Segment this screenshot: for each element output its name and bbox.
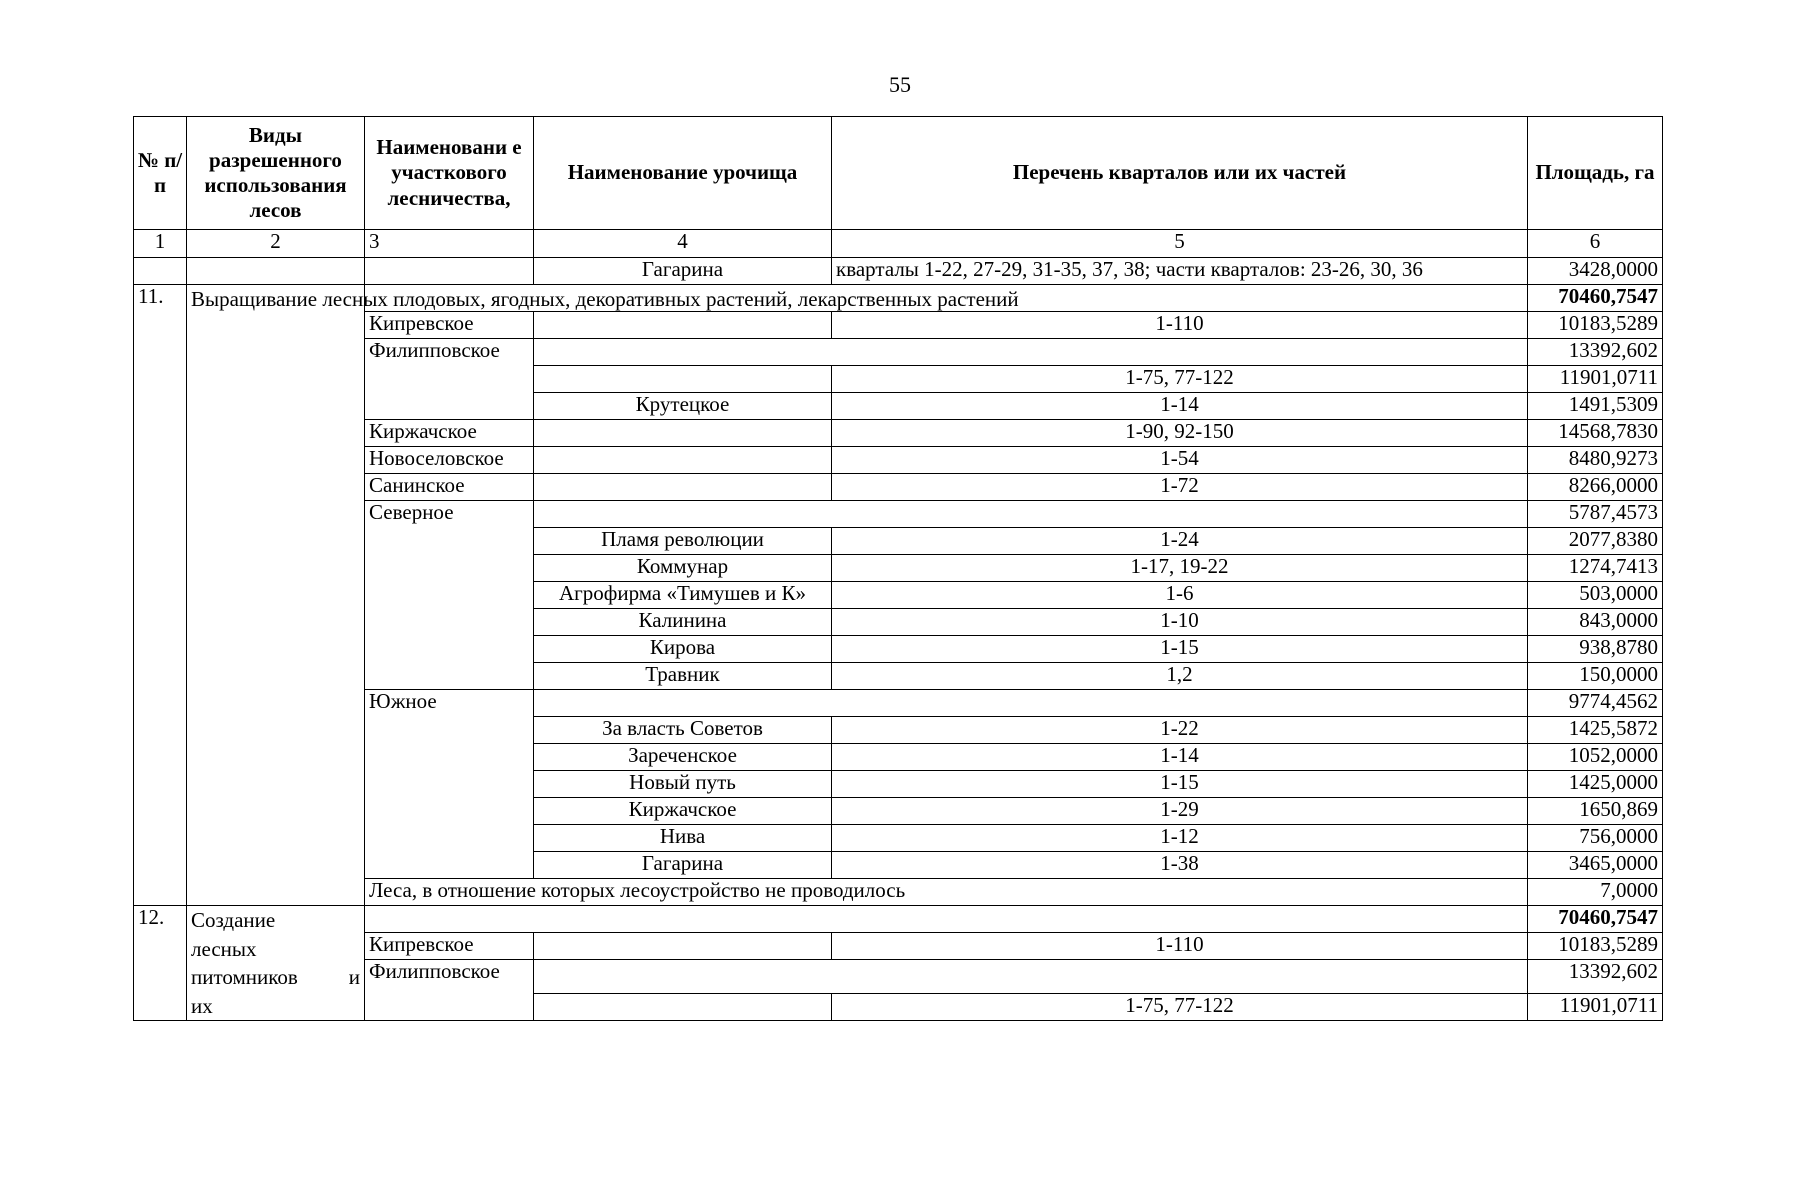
area-cell: 503,0000 bbox=[1528, 582, 1663, 609]
area-cell: 3465,0000 bbox=[1528, 852, 1663, 879]
tract-cell: Агрофирма «Тимушев и К» bbox=[534, 582, 832, 609]
area-cell: 10183,5289 bbox=[1528, 312, 1663, 339]
quarters-cell: 1,2 bbox=[832, 663, 1528, 690]
header-forestry: Наименовани е участкового лесничества, bbox=[365, 117, 534, 230]
tract-cell: Коммунар bbox=[534, 555, 832, 582]
quarters-cell: 1-110 bbox=[832, 312, 1528, 339]
area-cell: 1650,869 bbox=[1528, 798, 1663, 825]
tract-cell: Новый путь bbox=[534, 771, 832, 798]
quarters-cell: 1-110 bbox=[832, 933, 1528, 960]
quarters-cell: 1-24 bbox=[832, 528, 1528, 555]
column-number: 4 bbox=[534, 230, 832, 258]
area-cell: 9774,4562 bbox=[1528, 690, 1663, 717]
area-total-cell: 70460,7547 bbox=[1528, 285, 1663, 312]
quarters-cell: 1-54 bbox=[832, 447, 1528, 474]
section-number: 12. bbox=[134, 906, 187, 1021]
quarters-cell: 1-72 bbox=[832, 474, 1528, 501]
header-row bbox=[134, 117, 1663, 230]
use-type-cell bbox=[187, 906, 365, 1021]
area-cell: 10183,5289 bbox=[1528, 933, 1663, 960]
area-cell: 13392,602 bbox=[1528, 339, 1663, 366]
column-number: 2 bbox=[187, 230, 365, 258]
area-cell: 2077,8380 bbox=[1528, 528, 1663, 555]
area-total-cell: 70460,7547 bbox=[1528, 906, 1663, 933]
tract-cell: Зареченское bbox=[534, 744, 832, 771]
forestry-cell: Санинское bbox=[365, 474, 534, 501]
quarters-cell: 1-22 bbox=[832, 717, 1528, 744]
use-type-line: питомников и bbox=[191, 965, 360, 990]
area-cell: 11901,0711 bbox=[1528, 366, 1663, 393]
tract-cell: Травник bbox=[534, 663, 832, 690]
table-row bbox=[134, 258, 1663, 285]
column-number: 6 bbox=[1528, 230, 1663, 258]
tract-cell: Крутецкое bbox=[534, 393, 832, 420]
quarters-cell: 1-29 bbox=[832, 798, 1528, 825]
quarters-cell: 1-75, 77-122 bbox=[832, 994, 1528, 1021]
quarters-cell: 1-15 bbox=[832, 771, 1528, 798]
header-number: № п/п bbox=[134, 117, 187, 230]
quarters-cell: 1-75, 77-122 bbox=[832, 366, 1528, 393]
area-cell: 8480,9273 bbox=[1528, 447, 1663, 474]
tract-cell: Калинина bbox=[534, 609, 832, 636]
quarters-cell: 1-12 bbox=[832, 825, 1528, 852]
area-cell: 14568,7830 bbox=[1528, 420, 1663, 447]
forestry-cell: Филипповское bbox=[365, 339, 534, 420]
unmanaged-forests-cell: Леса, в отношение которых лесоустройство не проводилось bbox=[365, 879, 1528, 906]
area-cell: 11901,0711 bbox=[1528, 994, 1663, 1021]
header-use-type: Виды разрешенного использования лесов bbox=[187, 117, 365, 230]
tract-cell: За власть Советов bbox=[534, 717, 832, 744]
forestry-cell: Новоселовское bbox=[365, 447, 534, 474]
area-cell: 5787,4573 bbox=[1528, 501, 1663, 528]
use-type-cell: Выращивание лесных плодовых, ягодных, декоративных растений, лекарственных растений bbox=[187, 285, 365, 906]
forestry-cell: Кипревское bbox=[365, 312, 534, 339]
forest-use-table bbox=[133, 116, 1663, 1021]
area-cell: 1425,0000 bbox=[1528, 771, 1663, 798]
tract-cell: Кирова bbox=[534, 636, 832, 663]
area-cell: 756,0000 bbox=[1528, 825, 1663, 852]
section-11-total-row bbox=[134, 285, 1663, 312]
column-number: 5 bbox=[832, 230, 1528, 258]
section-number: 11. bbox=[134, 285, 187, 906]
area-cell: 1425,5872 bbox=[1528, 717, 1663, 744]
quarters-cell: 1-10 bbox=[832, 609, 1528, 636]
area-cell: 1052,0000 bbox=[1528, 744, 1663, 771]
column-number: 3 bbox=[365, 230, 534, 258]
quarters-cell: 1-14 bbox=[832, 744, 1528, 771]
tract-cell: Киржачское bbox=[534, 798, 832, 825]
area-cell: 3428,0000 bbox=[1528, 258, 1663, 285]
quarters-cell: 1-14 bbox=[832, 393, 1528, 420]
area-cell: 1274,7413 bbox=[1528, 555, 1663, 582]
header-quarters: Перечень кварталов или их частей bbox=[832, 117, 1528, 230]
tract-cell: Нива bbox=[534, 825, 832, 852]
area-cell: 1491,5309 bbox=[1528, 393, 1663, 420]
area-cell: 8266,0000 bbox=[1528, 474, 1663, 501]
tract-cell: Пламя революции bbox=[534, 528, 832, 555]
quarters-cell: 1-6 bbox=[832, 582, 1528, 609]
column-number: 1 bbox=[134, 230, 187, 258]
use-type-line: Создание bbox=[191, 908, 276, 932]
tract-cell: Гагарина bbox=[534, 258, 832, 285]
forestry-cell: Киржачское bbox=[365, 420, 534, 447]
forestry-cell: Северное bbox=[365, 501, 534, 690]
use-type-line: их bbox=[191, 993, 213, 1018]
header-area: Площадь, га bbox=[1528, 117, 1663, 230]
forestry-cell: Южное bbox=[365, 690, 534, 879]
area-cell: 13392,602 bbox=[1528, 960, 1663, 994]
header-tract: Наименование урочища bbox=[534, 117, 832, 230]
page-number: 55 bbox=[889, 72, 911, 97]
use-type-line: лесных bbox=[191, 936, 257, 961]
quarters-cell: 1-90, 92-150 bbox=[832, 420, 1528, 447]
quarters-cell: 1-17, 19-22 bbox=[832, 555, 1528, 582]
area-cell: 7,0000 bbox=[1528, 879, 1663, 906]
area-cell: 150,0000 bbox=[1528, 663, 1663, 690]
quarters-cell: 1-15 bbox=[832, 636, 1528, 663]
forestry-cell: Кипревское bbox=[365, 933, 534, 960]
area-cell: 843,0000 bbox=[1528, 609, 1663, 636]
forestry-cell: Филипповское bbox=[365, 960, 534, 1021]
tract-cell: Гагарина bbox=[534, 852, 832, 879]
area-cell: 938,8780 bbox=[1528, 636, 1663, 663]
quarters-cell: кварталы 1-22, 27-29, 31-35, 37, 38; части кварталов: 23-26, 30, 36 bbox=[832, 258, 1528, 285]
column-number-row bbox=[134, 230, 1663, 258]
section-12-total-row bbox=[134, 906, 1663, 933]
quarters-cell: 1-38 bbox=[832, 852, 1528, 879]
